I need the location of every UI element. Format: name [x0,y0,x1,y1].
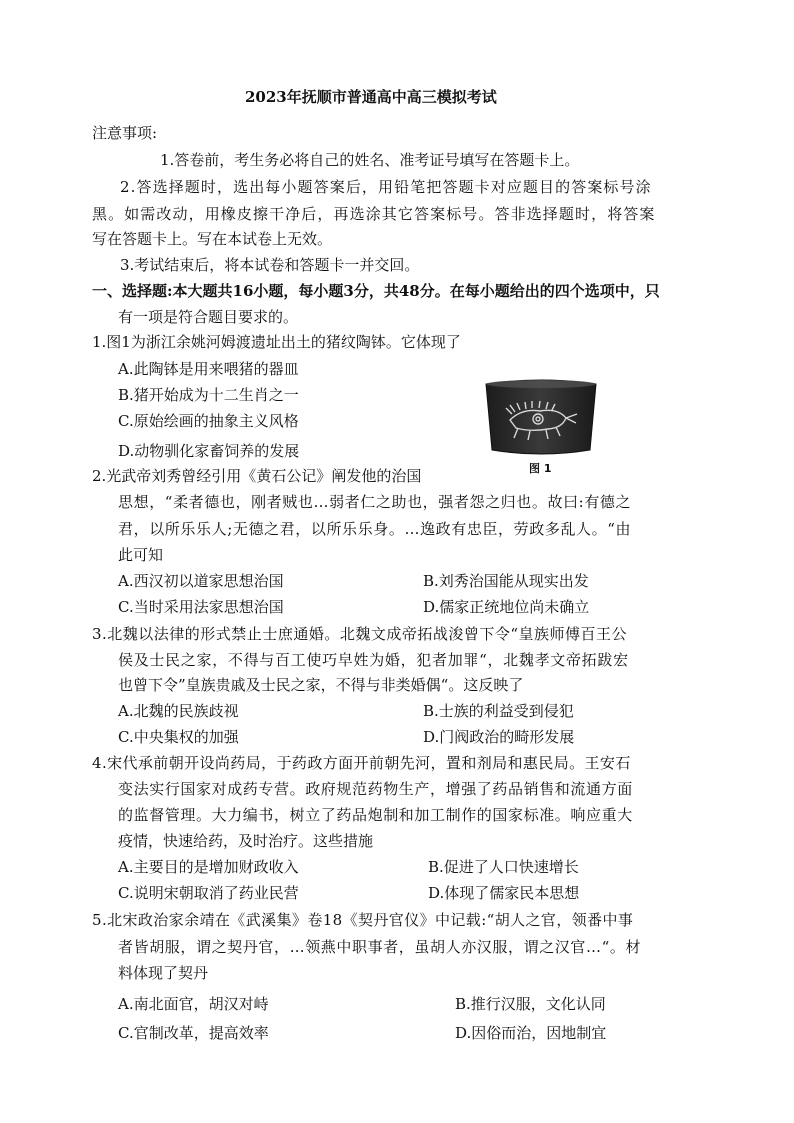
q2-stem-line-2: 思想，“柔者德也，刚者贼也…弱者仁之助也，强者怨之归也。故曰:有德之 [118,493,632,511]
q2-option-d: D.儒家正统地位尚未确立 [423,598,590,616]
q2-stem-line-1: 2.光武帝刘秀曾经引用《黄石公记》阐发他的治国 [92,467,422,485]
q5-stem-line-3: 料体现了契丹 [118,964,209,982]
q5-stem-line-2: 者皆胡服，谓之契丹官，…领燕中职事者，虽胡人亦汉服，谓之汉官…“。材 [118,938,642,956]
q1-option-a: A.此陶钵是用来喂猪的器皿 [118,360,299,378]
q5-option-b: B.推行汉服，文化认同 [455,995,606,1013]
q3-stem-line-2: 侯及士民之家，不得与百工使巧皁姓为婚，犯者加罪“，北魏孝文帝拓跋宏 [118,651,629,669]
section-heading-line-2: 有一项是符合题目要求的。 [118,308,299,326]
q1-stem: 1.图1为浙江余姚河姆渡遗址出土的猪纹陶钵。它体现了 [92,333,461,351]
q2-option-b: B.刘秀治国能从现实出发 [423,572,589,590]
pottery-bowl-figure [482,378,600,458]
q1-option-b: B.猪开始成为十二生肖之一 [118,386,299,404]
q3-option-c: C.中央集权的加强 [118,728,239,746]
q4-stem-line-3: 的监督管理。大力编书，树立了药品炮制和加工制作的国家标准。响应重大 [118,806,633,824]
q3-option-d: D.门阀政治的畸形发展 [423,728,575,746]
q4-stem-line-2: 变法实行国家对成药专营。政府规范药物生产，增强了药品销售和流通方面 [118,780,633,798]
q3-option-b: B.士族的利益受到侵犯 [423,702,574,720]
notice-item-1: 1.答卷前，考生务必将自己的姓名、准考证号填写在答题卡上。 [160,151,580,169]
q1-option-c: C.原始绘画的抽象主义风格 [118,412,299,430]
q4-option-d: D.体现了儒家民本思想 [428,884,580,902]
q5-option-d: D.因俗而治，因地制宜 [455,1024,607,1042]
q1-option-d: D.动物驯化家畜饲养的发展 [118,442,300,460]
q2-stem-line-4: 此可知 [118,546,164,564]
q3-option-a: A.北魏的民族歧视 [118,702,239,720]
q3-stem-line-3: 也曾下令”皇族贵戚及士民之家，不得与非类婚偶“。这反映了 [118,676,524,694]
notice-item-2-line-3: 写在答题卡上。写在本试卷上无效。 [92,230,333,248]
page-title: 2023年抚顺市普通高中高三模拟考试 [245,88,497,106]
q2-option-c: C.当时采用法家思想治国 [118,598,284,616]
notice-item-3: 3.考试结束后，将本试卷和答题卡一并交回。 [120,256,420,274]
notice-item-2-line-2: 黑。如需改动，用橡皮擦干净后，再选涂其它答案标号。答非选择题时，将答案 [92,205,656,223]
q4-option-a: A.主要目的是增加财政收入 [118,858,299,876]
figure-caption: 图 1 [529,462,552,475]
q4-stem-line-1: 4.宋代承前朝开设尚药局，于药政方面开前朝先河，置和剂局和惠民局。王安石 [92,754,631,772]
q2-stem-line-3: 君，以所乐乐人;无德之君，以所乐乐身。…逸政有忠臣，劳政多乱人。“由 [118,520,632,538]
q4-stem-line-4: 疫情，快速给药，及时治疗。这些措施 [118,832,374,850]
q5-option-a: A.南北面官，胡汉对峙 [118,995,269,1013]
section-heading-line-1: 一、选择题:本大题共16小题，每小题3分，共48分。在每小题给出的四个选项中，只 [92,282,660,300]
q4-option-c: C.说明宋朝取消了药业民营 [118,884,299,902]
notice-item-2-line-1: 2.答选择题时，选出每小题答案后，用铅笔把答题卡对应题目的答案标号涂 [120,178,652,196]
q4-option-b: B.促进了人口快速增长 [428,858,579,876]
q5-option-c: C.官制改革，提高效率 [118,1024,269,1042]
q3-stem-line-1: 3.北魏以法律的形式禁止士庶通婚。北魏文成帝拓战浚曾下令“皇族师傅百王公 [92,625,627,643]
q5-stem-line-1: 5.北宋政治家余靖在《武溪集》卷18《契丹官仪》中记载:“胡人之官，领番中事 [92,911,634,929]
notice-heading: 注意事项: [92,124,158,142]
q2-option-a: A.西汉初以道家思想治国 [118,572,284,590]
